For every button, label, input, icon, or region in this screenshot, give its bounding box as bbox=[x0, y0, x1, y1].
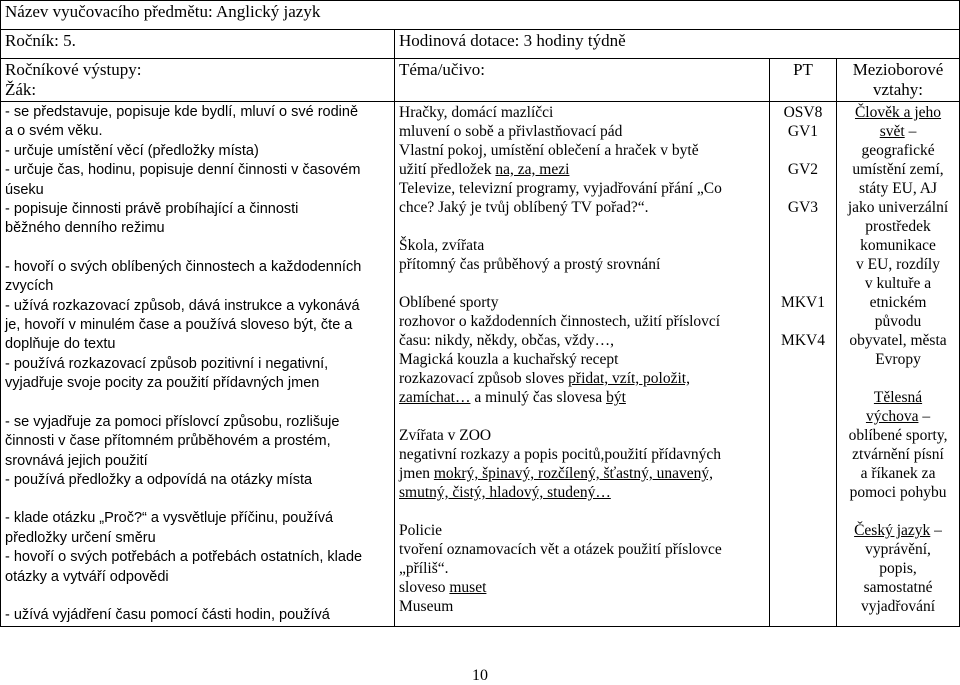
topic-title: Škola, zvířata bbox=[399, 237, 485, 254]
spacer bbox=[774, 141, 832, 160]
cross-line bbox=[841, 521, 955, 540]
page-number: 10 bbox=[472, 667, 488, 684]
cross-subject-title: Český jazyk bbox=[854, 522, 931, 539]
topic-underlined-text: muset bbox=[449, 579, 487, 596]
cross-header bbox=[837, 59, 960, 102]
outcome-line: - hovoří o svých potřebách a potřebách ostatních, klade bbox=[5, 549, 363, 566]
outcome-line: předložky určení směru bbox=[5, 529, 156, 546]
spacer bbox=[399, 502, 765, 521]
spacer bbox=[5, 587, 390, 606]
spacer bbox=[5, 394, 390, 413]
topic-line: času: nikdy, někdy, občas, vždy…, bbox=[399, 332, 614, 349]
spacer bbox=[399, 217, 765, 236]
outcomes-header-label: Ročníkové výstupy: bbox=[5, 60, 142, 79]
outcome-line: - se vyjadřuje za pomoci příslovcí způsobu, rozlišuje bbox=[5, 413, 340, 430]
outcome-line: doplňuje do textu bbox=[5, 336, 116, 353]
topic-underlined-text: smutný, čistý, hladový, studený… bbox=[399, 484, 611, 501]
cross-line: pomoci pohybu bbox=[849, 484, 947, 501]
topic-line: Vlastní pokoj, umístění oblečení a hraček v bytě bbox=[399, 142, 699, 159]
topic-line: „příliš“. bbox=[399, 560, 449, 577]
outcome-line: otázky a vytváří odpovědi bbox=[5, 568, 169, 585]
spacer bbox=[841, 502, 955, 521]
pt-code: MKV4 bbox=[781, 332, 825, 349]
outcome-line: - určuje umístění věcí (předložky místa) bbox=[5, 142, 259, 159]
pt-code: GV2 bbox=[787, 161, 819, 178]
topic-line: mluvení o sobě a přivlastňovací pád bbox=[399, 123, 623, 140]
cross-line: obyvatel, města bbox=[849, 332, 947, 349]
outcome-line: - hovoří o svých oblíbených činnostech a každodenních bbox=[5, 258, 362, 275]
content-row bbox=[1, 102, 960, 627]
spacer bbox=[5, 490, 390, 509]
spacer bbox=[774, 217, 832, 236]
cross-line: vyjadřování bbox=[860, 598, 936, 615]
outcomes-cell bbox=[1, 102, 395, 627]
outcome-line: je, hovoří v minulém čase a používá sloveso být, čte a bbox=[5, 317, 353, 334]
cross-line: ztvárnění písní bbox=[852, 446, 944, 463]
pt-header-label: PT bbox=[793, 60, 813, 79]
topic-line bbox=[399, 464, 765, 483]
topic-underlined-text: být bbox=[606, 389, 626, 406]
spacer bbox=[399, 274, 765, 293]
topic-line bbox=[399, 578, 765, 597]
outcome-line: a o svém věku. bbox=[5, 123, 103, 140]
cross-subject-title: Tělesná bbox=[873, 389, 923, 406]
spacer bbox=[841, 369, 955, 388]
grade-label: Ročník: 5. bbox=[1, 30, 395, 59]
cross-line: státy EU, AJ bbox=[859, 180, 937, 197]
cross-line: oblíbené sporty, bbox=[848, 427, 948, 444]
cross-subject-title: svět bbox=[879, 123, 905, 140]
topic-line: Televize, televizní programy, vyjadřování přání „Co bbox=[399, 180, 722, 197]
topic-title: Oblíbené sporty bbox=[399, 294, 499, 311]
topic-underlined-text: zamíchat… bbox=[399, 389, 471, 406]
topic-title: Zvířata v ZOO bbox=[399, 427, 492, 444]
outcome-line: běžného denního režimu bbox=[5, 220, 165, 237]
cross-line: původu bbox=[874, 313, 922, 330]
pt-code: OSV8 bbox=[783, 104, 823, 121]
pt-header bbox=[770, 59, 837, 102]
outcome-line: - užívá rozkazovací způsob, dává instrukce a vykonává bbox=[5, 297, 360, 314]
cross-line: geografické bbox=[861, 142, 935, 159]
cross-dash: – bbox=[904, 123, 917, 140]
cross-dash: – bbox=[930, 522, 942, 539]
spacer bbox=[774, 312, 832, 331]
outcome-line: úseku bbox=[5, 181, 44, 198]
topic-line: přítomný čas průběhový a prostý srovnání bbox=[399, 256, 661, 273]
cross-dash: – bbox=[918, 408, 931, 425]
cross-line: prostředek bbox=[865, 218, 931, 235]
outcome-line: - používá předložky a odpovídá na otázky místa bbox=[5, 471, 313, 488]
topics-cell bbox=[395, 102, 770, 627]
topic-line: rozhovor o každodenních činnostech, užití příslovcí bbox=[399, 313, 721, 330]
subject-label: Název vyučovacího předmětu: Anglický jazyk bbox=[1, 1, 960, 30]
topic-title: Magická kouzla a kuchařský recept bbox=[399, 351, 619, 368]
outcome-line: - klade otázku „Proč?“ a vysvětluje příčinu, používá bbox=[5, 510, 334, 527]
topic-line: chce? Jaký je tvůj oblíbený TV pořad?“. bbox=[399, 199, 649, 216]
topic-line: tvoření oznamovacích vět a otázek použití příslovce bbox=[399, 541, 722, 558]
topic-underlined-text: mokrý, špinavý, rozčílený, šťastný, unavený, bbox=[433, 465, 713, 482]
spacer bbox=[774, 236, 832, 255]
topic-title: Hračky, domácí mazlíčci bbox=[399, 104, 554, 121]
outcome-line: - užívá vyjádření času pomocí části hodin, používá bbox=[5, 606, 330, 623]
outcome-line: zvycích bbox=[5, 278, 54, 295]
cross-subject-title: výchova bbox=[865, 408, 919, 425]
cross-line: komunikace bbox=[860, 237, 936, 254]
outcome-line: činnosti v čase přítomném průběhovém a prostém, bbox=[5, 433, 331, 450]
cross-line: etnickém bbox=[869, 294, 927, 311]
grade-row bbox=[1, 30, 960, 59]
cross-header-label-1: Mezioborové bbox=[852, 60, 944, 79]
subject-row bbox=[1, 1, 960, 30]
topic-text: rozkazovací způsob sloves bbox=[399, 370, 569, 387]
spacer bbox=[5, 239, 390, 258]
topic-underlined-text: přidat, vzít, položit, bbox=[568, 370, 690, 387]
topic-underlined-text: na, za, mezi bbox=[495, 161, 570, 178]
topic-line bbox=[399, 160, 765, 179]
outcome-line: - používá rozkazovací způsob pozitivní i negativní, bbox=[5, 355, 329, 372]
hours-label: Hodinová dotace: 3 hodiny týdně bbox=[395, 30, 960, 59]
topic-text: sloveso bbox=[399, 579, 450, 596]
topic-line bbox=[399, 483, 765, 502]
cross-line: umístění zemí, bbox=[852, 161, 944, 178]
spacer bbox=[774, 274, 832, 293]
topic-text: užití předložek bbox=[399, 161, 496, 178]
spacer bbox=[399, 407, 765, 426]
column-header-row bbox=[1, 59, 960, 102]
pupil-header-label: Žák: bbox=[5, 80, 37, 99]
topic-line bbox=[399, 369, 765, 388]
pt-cell bbox=[770, 102, 837, 627]
cross-header-label-2: vztahy: bbox=[872, 80, 924, 99]
topic-text: jmen bbox=[399, 465, 434, 482]
outcome-line: - popisuje činnosti právě probíhající a činnosti bbox=[5, 201, 299, 218]
outcome-line: srovnává jejich použití bbox=[5, 452, 148, 469]
cross-line: popis, bbox=[879, 560, 917, 577]
outcome-line: vyjadřuje svoje pocity za použití přídavných jmen bbox=[5, 375, 320, 392]
topic-header bbox=[395, 59, 770, 102]
topic-title: Policie bbox=[399, 522, 443, 539]
cross-line bbox=[841, 122, 955, 141]
topic-line bbox=[399, 388, 765, 407]
cross-line: a říkanek za bbox=[860, 465, 936, 482]
cross-line bbox=[841, 407, 955, 426]
cross-line: v EU, rozdíly bbox=[856, 256, 940, 273]
cross-line: samostatné bbox=[863, 579, 933, 596]
cross-subject-title: Člověk a jeho bbox=[854, 104, 942, 121]
outcome-line: - určuje čas, hodinu, popisuje denní činnosti v časovém bbox=[5, 162, 361, 179]
cross-cell bbox=[837, 102, 960, 627]
pt-code: GV3 bbox=[787, 199, 819, 216]
cross-line: jako univerzální bbox=[847, 199, 949, 216]
pt-code: GV1 bbox=[787, 123, 819, 140]
pt-code: MKV1 bbox=[781, 294, 825, 311]
topic-header-label: Téma/učivo: bbox=[399, 60, 485, 79]
topic-text: a minulý čas slovesa bbox=[470, 389, 607, 406]
topic-line: negativní rozkazy a popis pocitů,použití přídavných bbox=[399, 446, 721, 463]
cross-line: Evropy bbox=[875, 351, 921, 368]
spacer bbox=[774, 255, 832, 274]
cross-line: v kultuře a bbox=[864, 275, 932, 292]
outcomes-header bbox=[1, 59, 395, 102]
cross-line: vyprávění, bbox=[865, 541, 931, 558]
outcome-line: - se představuje, popisuje kde bydlí, mluví o své rodině bbox=[5, 104, 359, 120]
topic-title: Museum bbox=[399, 598, 454, 615]
spacer bbox=[774, 179, 832, 198]
